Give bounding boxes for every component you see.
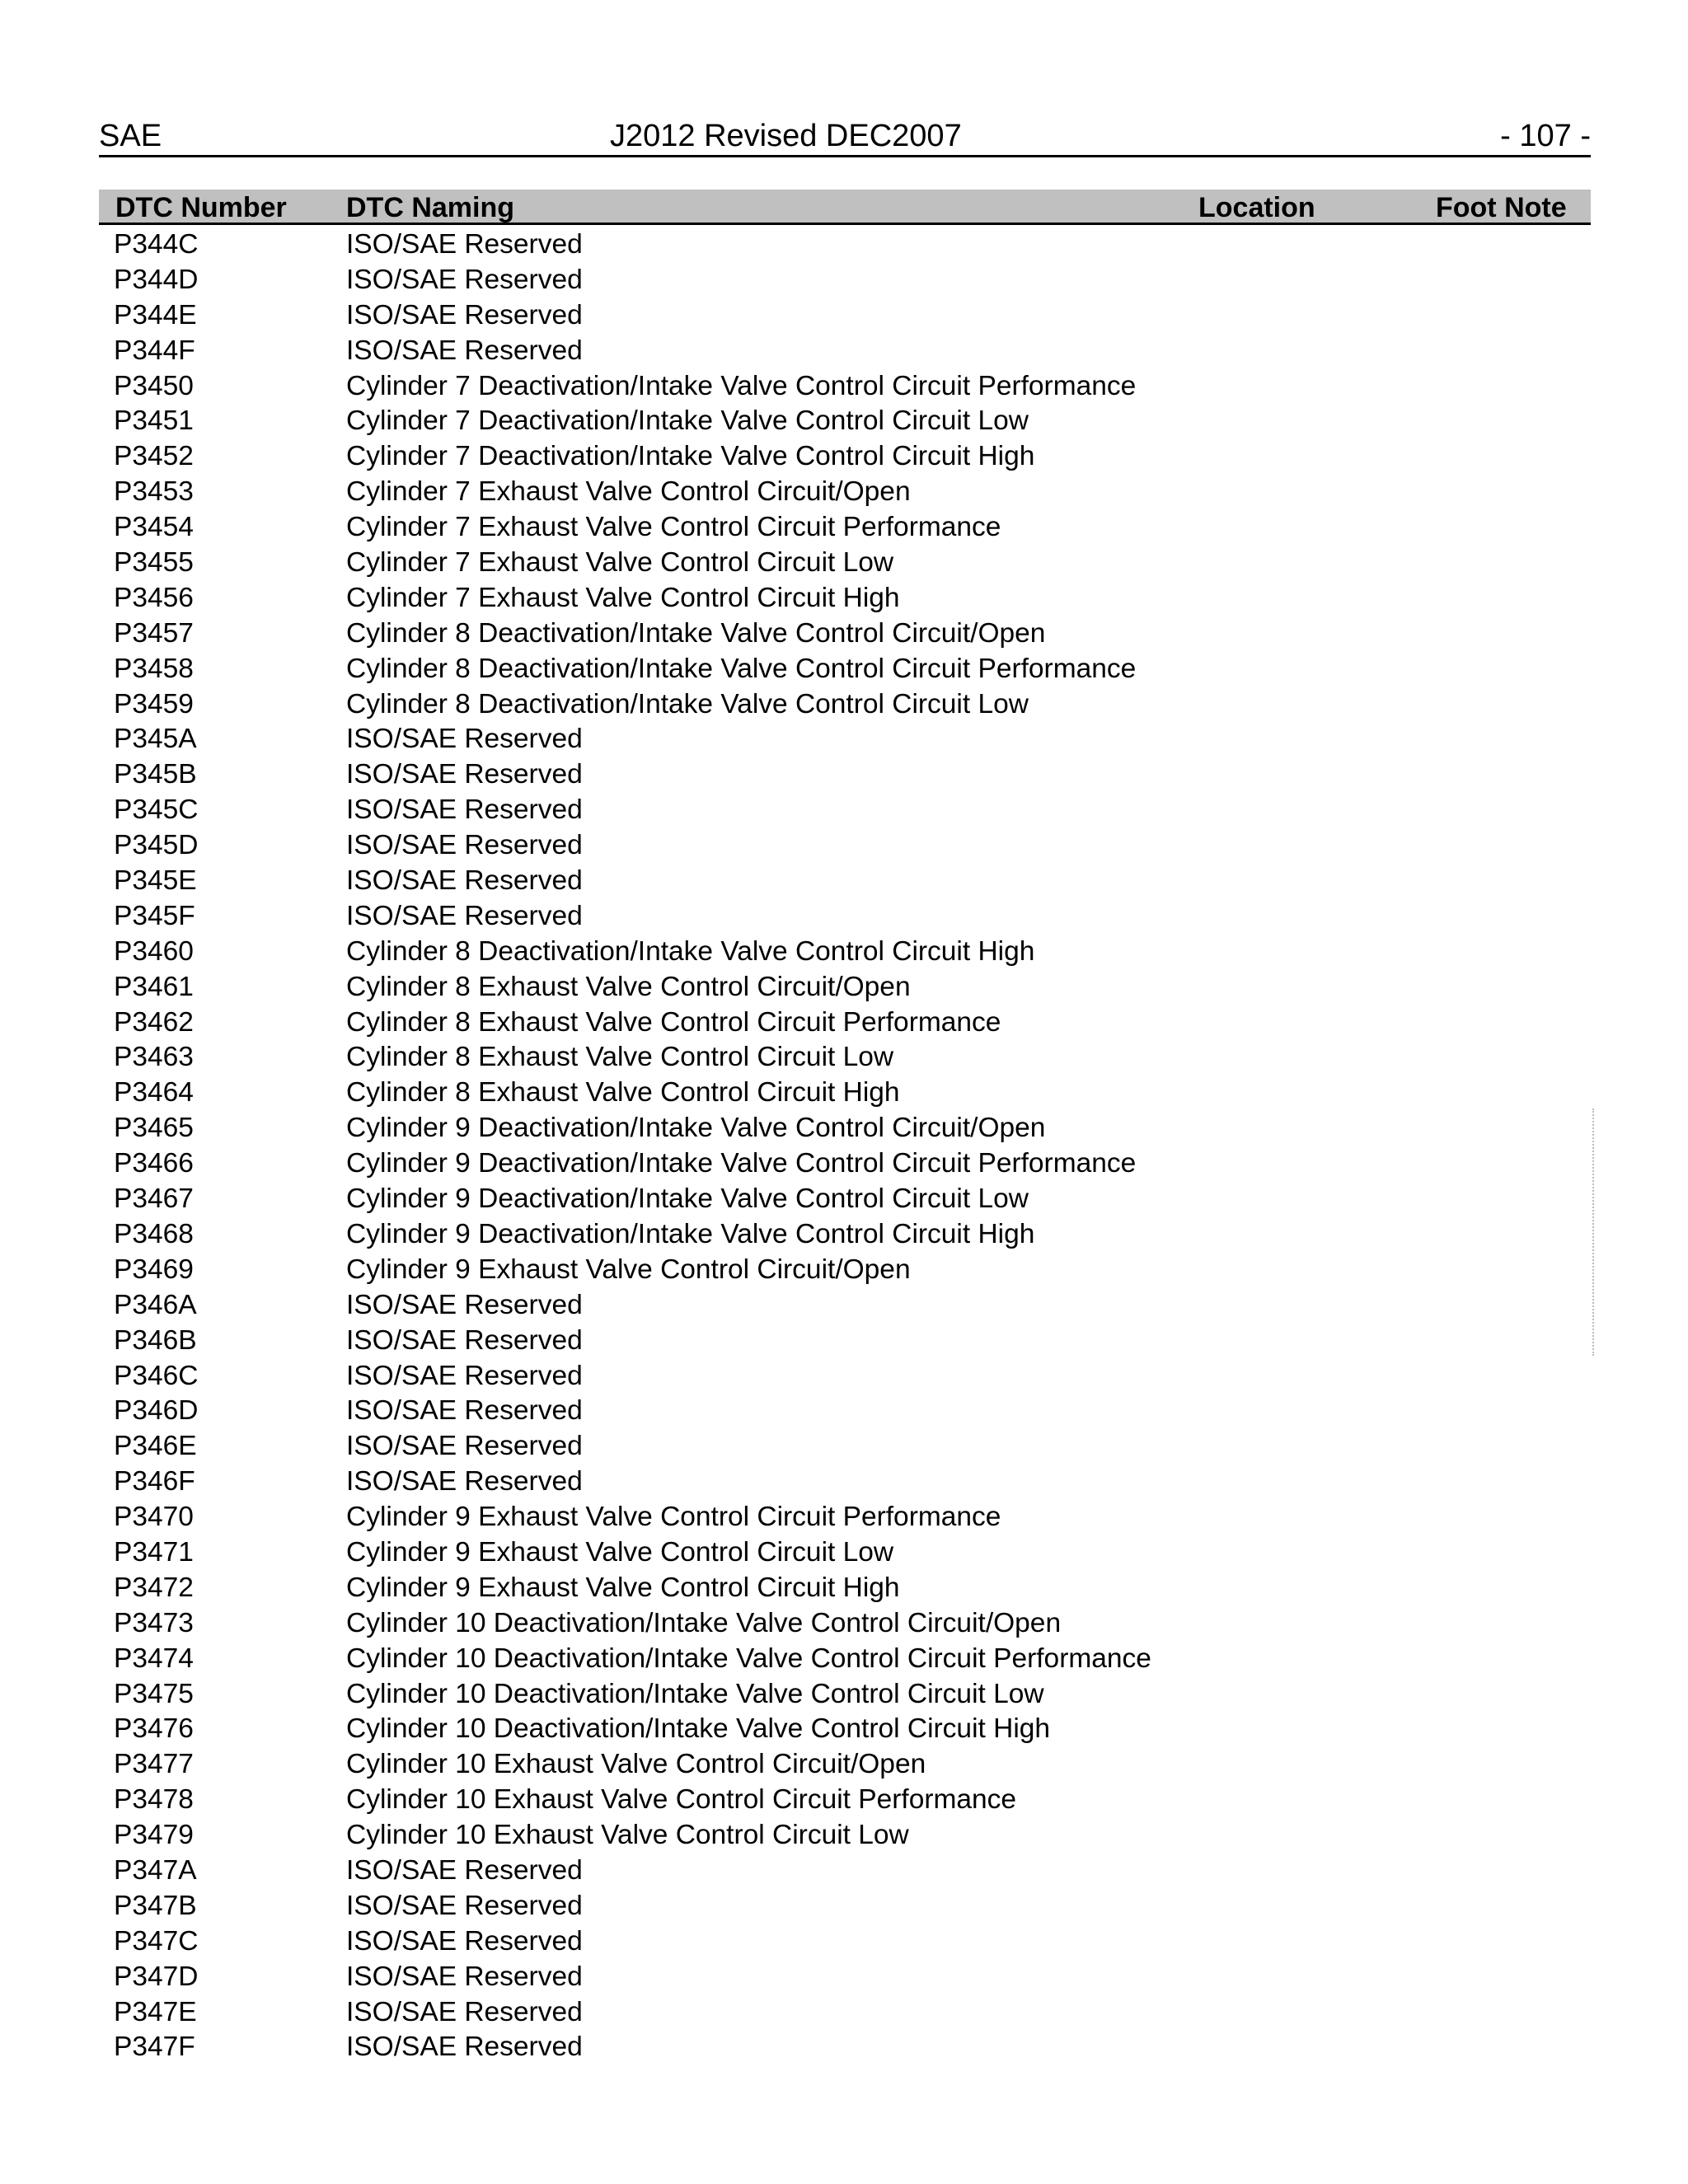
dtc-number-cell: P345E: [114, 865, 197, 897]
table-row: [99, 864, 1591, 899]
table-row: [99, 1995, 1591, 2031]
table-row: [99, 334, 1591, 369]
table-row: [99, 1606, 1591, 1642]
dtc-number-cell: P346C: [114, 1360, 199, 1391]
dtc-naming-cell: Cylinder 10 Deactivation/Intake Valve Control Circuit Performance: [346, 1643, 1151, 1674]
dtc-number-cell: P3456: [114, 582, 194, 613]
table-row: [99, 1889, 1591, 1924]
table-row: [99, 298, 1591, 334]
dtc-number-cell: P3475: [114, 1678, 194, 1709]
dtc-number-cell: P3473: [114, 1607, 194, 1638]
table-row: [99, 1677, 1591, 1713]
dtc-number-cell: P3450: [114, 370, 194, 401]
dtc-naming-cell: Cylinder 8 Deactivation/Intake Valve Control Circuit/Open: [346, 617, 1046, 649]
dtc-number-cell: P3479: [114, 1820, 194, 1851]
table-row: [99, 1217, 1591, 1253]
dtc-naming-cell: ISO/SAE Reserved: [346, 830, 583, 861]
dtc-naming-cell: ISO/SAE Reserved: [346, 900, 583, 931]
table-row: [99, 2030, 1591, 2065]
dtc-naming-cell: ISO/SAE Reserved: [346, 724, 583, 755]
dtc-number-cell: P3478: [114, 1784, 194, 1816]
table-row: [99, 1818, 1591, 1854]
margin-mark: [1592, 1108, 1597, 1356]
dtc-number-cell: P3464: [114, 1077, 194, 1108]
dtc-number-cell: P3470: [114, 1502, 194, 1533]
dtc-number-cell: P3462: [114, 1006, 194, 1038]
dtc-naming-cell: Cylinder 10 Deactivation/Intake Valve Control Circuit High: [346, 1713, 1051, 1745]
dtc-naming-cell: ISO/SAE Reserved: [346, 1324, 583, 1356]
dtc-naming-cell: ISO/SAE Reserved: [346, 865, 583, 897]
table-row: [99, 1924, 1591, 1960]
dtc-number-cell: P3467: [114, 1183, 194, 1215]
table-row: [99, 899, 1591, 935]
table-row: [99, 227, 1591, 263]
dtc-naming-cell: Cylinder 7 Deactivation/Intake Valve Control Circuit Low: [346, 405, 1029, 437]
dtc-naming-cell: ISO/SAE Reserved: [346, 1925, 583, 1957]
dtc-naming-cell: Cylinder 8 Exhaust Valve Control Circuit/Open: [346, 971, 911, 1002]
table-row: [99, 1854, 1591, 1889]
dtc-number-cell: P345C: [114, 794, 199, 826]
dtc-naming-cell: Cylinder 9 Exhaust Valve Control Circuit Low: [346, 1536, 894, 1568]
dtc-naming-cell: Cylinder 8 Exhaust Valve Control Circuit High: [346, 1077, 900, 1108]
dtc-naming-cell: Cylinder 8 Exhaust Valve Control Circuit Low: [346, 1042, 894, 1073]
table-row: [99, 1359, 1591, 1394]
dtc-naming-cell: Cylinder 8 Deactivation/Intake Valve Control Circuit Low: [346, 688, 1029, 719]
header-org: SAE: [99, 119, 162, 153]
table-row: [99, 1146, 1591, 1182]
table-row: [99, 546, 1591, 581]
dtc-number-cell: P3454: [114, 512, 194, 543]
dtc-naming-cell: ISO/SAE Reserved: [346, 1466, 583, 1497]
table-row: [99, 1253, 1591, 1288]
dtc-naming-cell: Cylinder 10 Exhaust Valve Control Circuit Performance: [346, 1784, 1017, 1816]
table-row: [99, 1394, 1591, 1429]
table-row: [99, 1324, 1591, 1359]
dtc-naming-cell: ISO/SAE Reserved: [346, 229, 583, 260]
dtc-naming-cell: Cylinder 10 Deactivation/Intake Valve Control Circuit Low: [346, 1678, 1044, 1709]
table-row: [99, 1076, 1591, 1111]
table-row: [99, 1571, 1591, 1606]
dtc-number-cell: P3468: [114, 1218, 194, 1249]
table-row: [99, 687, 1591, 723]
dtc-naming-cell: ISO/SAE Reserved: [346, 1890, 583, 1921]
dtc-number-cell: P3453: [114, 476, 194, 508]
table-row: [99, 1960, 1591, 1995]
dtc-number-cell: P3477: [114, 1749, 194, 1780]
dtc-number-cell: P3476: [114, 1713, 194, 1745]
dtc-number-cell: P347A: [114, 1854, 197, 1886]
dtc-number-cell: P346A: [114, 1289, 197, 1320]
dtc-naming-cell: Cylinder 9 Exhaust Valve Control Circuit/Open: [346, 1254, 911, 1285]
table-body: [99, 227, 1591, 2065]
dtc-number-cell: P3458: [114, 653, 194, 684]
table-row: [99, 1040, 1591, 1076]
dtc-naming-cell: Cylinder 8 Deactivation/Intake Valve Control Circuit High: [346, 935, 1035, 967]
table-row: [99, 1747, 1591, 1783]
dtc-naming-cell: ISO/SAE Reserved: [346, 1395, 583, 1427]
dtc-number-cell: P346B: [114, 1324, 197, 1356]
table-row: [99, 1642, 1591, 1677]
table-row: [99, 581, 1591, 616]
dtc-number-cell: P3465: [114, 1113, 194, 1144]
table-row: [99, 1500, 1591, 1535]
dtc-number-cell: P344D: [114, 264, 199, 295]
table-row: [99, 1535, 1591, 1571]
dtc-naming-cell: ISO/SAE Reserved: [346, 264, 583, 295]
dtc-number-cell: P3463: [114, 1042, 194, 1073]
dtc-number-cell: P3469: [114, 1254, 194, 1285]
dtc-number-cell: P3455: [114, 547, 194, 579]
table-row: [99, 722, 1591, 757]
page-header: [99, 115, 1591, 157]
dtc-naming-cell: Cylinder 8 Exhaust Valve Control Circuit Performance: [346, 1006, 1001, 1038]
dtc-number-cell: P347E: [114, 1996, 197, 2027]
table-row: [99, 1783, 1591, 1818]
dtc-naming-cell: ISO/SAE Reserved: [346, 1360, 583, 1391]
dtc-naming-cell: Cylinder 10 Deactivation/Intake Valve Control Circuit/Open: [346, 1607, 1062, 1638]
dtc-number-cell: P347D: [114, 1961, 199, 1992]
dtc-naming-cell: Cylinder 9 Exhaust Valve Control Circuit High: [346, 1572, 900, 1603]
dtc-number-cell: P346E: [114, 1431, 197, 1462]
dtc-number-cell: P3459: [114, 688, 194, 719]
table-row: [99, 475, 1591, 510]
dtc-number-cell: P344C: [114, 229, 199, 260]
dtc-number-cell: P3466: [114, 1148, 194, 1179]
dtc-naming-cell: Cylinder 9 Deactivation/Intake Valve Control Circuit High: [346, 1218, 1035, 1249]
column-header-dtc-naming: DTC Naming: [346, 192, 514, 223]
dtc-number-cell: P3460: [114, 935, 194, 967]
dtc-number-cell: P347C: [114, 1925, 199, 1957]
header-page-number: - 107 -: [1500, 119, 1591, 153]
table-row: [99, 652, 1591, 687]
dtc-naming-cell: ISO/SAE Reserved: [346, 1996, 583, 2027]
table-row: [99, 757, 1591, 793]
column-header-dtc-number: DTC Number: [115, 192, 287, 223]
dtc-number-cell: P346F: [114, 1466, 195, 1497]
dtc-naming-cell: ISO/SAE Reserved: [346, 299, 583, 330]
table-row: [99, 1005, 1591, 1041]
table-row: [99, 935, 1591, 970]
table-row: [99, 404, 1591, 439]
dtc-number-cell: P344F: [114, 335, 195, 366]
dtc-number-cell: P3461: [114, 971, 194, 1002]
header-document-id: J2012 Revised DEC2007: [610, 119, 962, 153]
dtc-number-cell: P345F: [114, 900, 195, 931]
dtc-number-cell: P344E: [114, 299, 197, 330]
dtc-number-cell: P347F: [114, 2032, 195, 2063]
dtc-naming-cell: Cylinder 7 Exhaust Valve Control Circuit Low: [346, 547, 894, 579]
dtc-number-cell: P347B: [114, 1890, 197, 1921]
dtc-naming-cell: Cylinder 8 Deactivation/Intake Valve Control Circuit Performance: [346, 653, 1137, 684]
dtc-number-cell: P3474: [114, 1643, 194, 1674]
dtc-naming-cell: Cylinder 10 Exhaust Valve Control Circuit/Open: [346, 1749, 926, 1780]
table-row: [99, 510, 1591, 546]
table-row: [99, 1182, 1591, 1217]
column-header-foot-note: Foot Note: [1436, 192, 1567, 223]
dtc-number-cell: P3451: [114, 405, 194, 437]
table-row: [99, 369, 1591, 405]
table-row: [99, 1712, 1591, 1747]
table-row: [99, 616, 1591, 652]
dtc-naming-cell: ISO/SAE Reserved: [346, 1289, 583, 1320]
dtc-number-cell: P345A: [114, 724, 197, 755]
dtc-naming-cell: Cylinder 7 Deactivation/Intake Valve Control Circuit Performance: [346, 370, 1137, 401]
dtc-naming-cell: Cylinder 7 Exhaust Valve Control Circuit/Open: [346, 476, 911, 508]
table-row: [99, 1111, 1591, 1146]
table-row: [99, 1429, 1591, 1465]
dtc-naming-cell: Cylinder 9 Deactivation/Intake Valve Control Circuit Performance: [346, 1148, 1137, 1179]
dtc-naming-cell: ISO/SAE Reserved: [346, 2032, 583, 2063]
table-row: [99, 793, 1591, 828]
dtc-number-cell: P3457: [114, 617, 194, 649]
dtc-naming-cell: ISO/SAE Reserved: [346, 759, 583, 790]
dtc-naming-cell: Cylinder 9 Deactivation/Intake Valve Control Circuit Low: [346, 1183, 1029, 1215]
dtc-naming-cell: Cylinder 10 Exhaust Valve Control Circuit Low: [346, 1820, 909, 1851]
table-row: [99, 439, 1591, 475]
dtc-number-cell: P3472: [114, 1572, 194, 1603]
table-header: [99, 190, 1591, 225]
dtc-naming-cell: Cylinder 9 Deactivation/Intake Valve Control Circuit/Open: [346, 1113, 1046, 1144]
table-row: [99, 1288, 1591, 1324]
dtc-naming-cell: ISO/SAE Reserved: [346, 1431, 583, 1462]
dtc-naming-cell: ISO/SAE Reserved: [346, 1961, 583, 1992]
dtc-number-cell: P3452: [114, 441, 194, 472]
dtc-naming-cell: ISO/SAE Reserved: [346, 794, 583, 826]
column-header-location: Location: [1198, 192, 1315, 223]
table-row: [99, 970, 1591, 1005]
dtc-number-cell: P3471: [114, 1536, 194, 1568]
table-row: [99, 1465, 1591, 1500]
dtc-naming-cell: Cylinder 9 Exhaust Valve Control Circuit Performance: [346, 1502, 1001, 1533]
dtc-number-cell: P345B: [114, 759, 197, 790]
dtc-naming-cell: Cylinder 7 Deactivation/Intake Valve Control Circuit High: [346, 441, 1035, 472]
dtc-number-cell: P346D: [114, 1395, 199, 1427]
dtc-naming-cell: ISO/SAE Reserved: [346, 1854, 583, 1886]
dtc-naming-cell: Cylinder 7 Exhaust Valve Control Circuit Performance: [346, 512, 1001, 543]
dtc-number-cell: P345D: [114, 830, 199, 861]
table-row: [99, 828, 1591, 864]
dtc-naming-cell: Cylinder 7 Exhaust Valve Control Circuit High: [346, 582, 900, 613]
table-row: [99, 263, 1591, 298]
dtc-naming-cell: ISO/SAE Reserved: [346, 335, 583, 366]
